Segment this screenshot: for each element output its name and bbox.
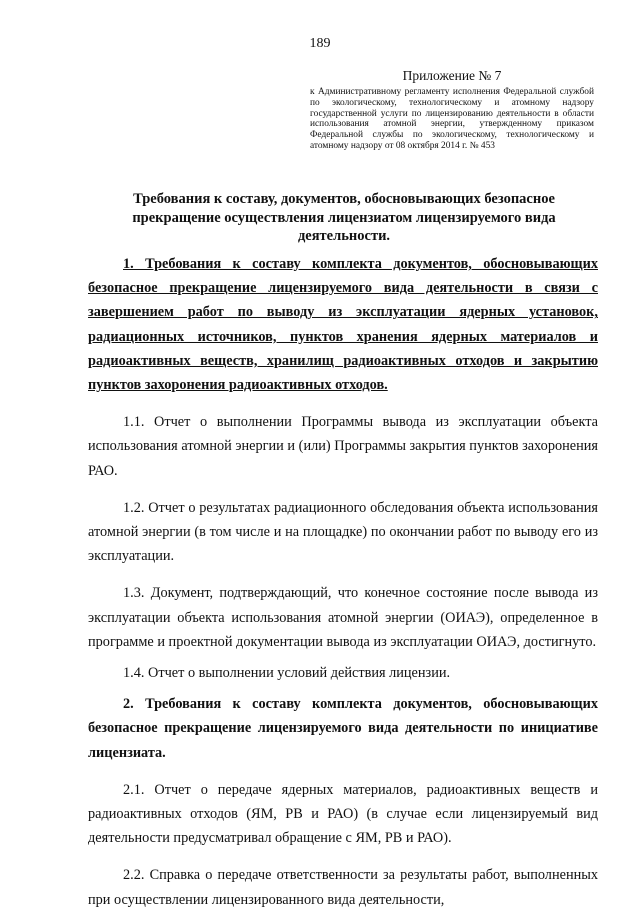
item-2-2: 2.2. Справка о передаче ответственности за результаты работ, выполненных при осуществлении лицензированного вида деятельности, [88,867,598,908]
appendix-block [310,68,594,152]
section-2-heading: 2. Требования к составу комплекта документов, обосновывающих безопасное прекращение лицензируемого вида деятельности по инициативе лицензиата. [88,696,598,761]
page-number: 189 [309,36,331,51]
item-1-3: 1.3. Документ, подтверждающий, что конечное состояние после вывода из эксплуатации объекта использования атомной энергии (ОИАЭ), определенное в программе и проектной документации вывода из эксплуатации ОИАЭ, достигнуто. [88,585,598,650]
document-body [88,252,598,912]
item-1-1: 1.1. Отчет о выполнении Программы вывода из эксплуатации объекта использования атомной энергии и (или) Программы закрытия пунктов захоронения РАО. [88,414,598,479]
item-2-1: 2.1. Отчет о передаче ядерных материалов, радиоактивных веществ и радиоактивных отходов (ЯМ, РВ и РАО) (в случае если лицензируемый вид деятельности предусматривал обращение с ЯМ, РВ и РАО). [88,781,598,847]
appendix-title: Приложение № 7 [402,68,502,83]
section-1-heading: 1. Требования к составу комплекта документов, обосновывающих безопасное прекращение лицензируемого вида деятельности в связи с завершением работ по выводу из эксплуатации ядерных установок, радиационных источников, пунктов хранения ядерных материалов и радиоактивных веществ, хранилищ радиоактивных отходов и закрытию пунктов захоронения радиоактивных отходов. [88,256,598,394]
appendix-note: к Административному регламенту исполнения Федеральной службой по экологическому, технологическому и атомному надзору государственной услуги по лицензированию деятельности в области использования атомной энергии, утвержденному приказом Федеральной службы по экологическому, технологическому и атомному надзору от 08 октября 2014 г. № 453 [310,87,594,151]
item-1-4: 1.4. Отчет о выполнении условий действия лицензии. [123,665,451,682]
item-1-2: 1.2. Отчет о результатах радиационного обследования объекта использования атомной энергии (в том числе и на площадке) по окончании работ по выводу его из эксплуатации. [88,499,598,565]
document-title: Требования к составу, документов, обосновывающих безопасное прекращение осуществления лицензиатом лицензируемого вида деятельности. [132,191,556,244]
